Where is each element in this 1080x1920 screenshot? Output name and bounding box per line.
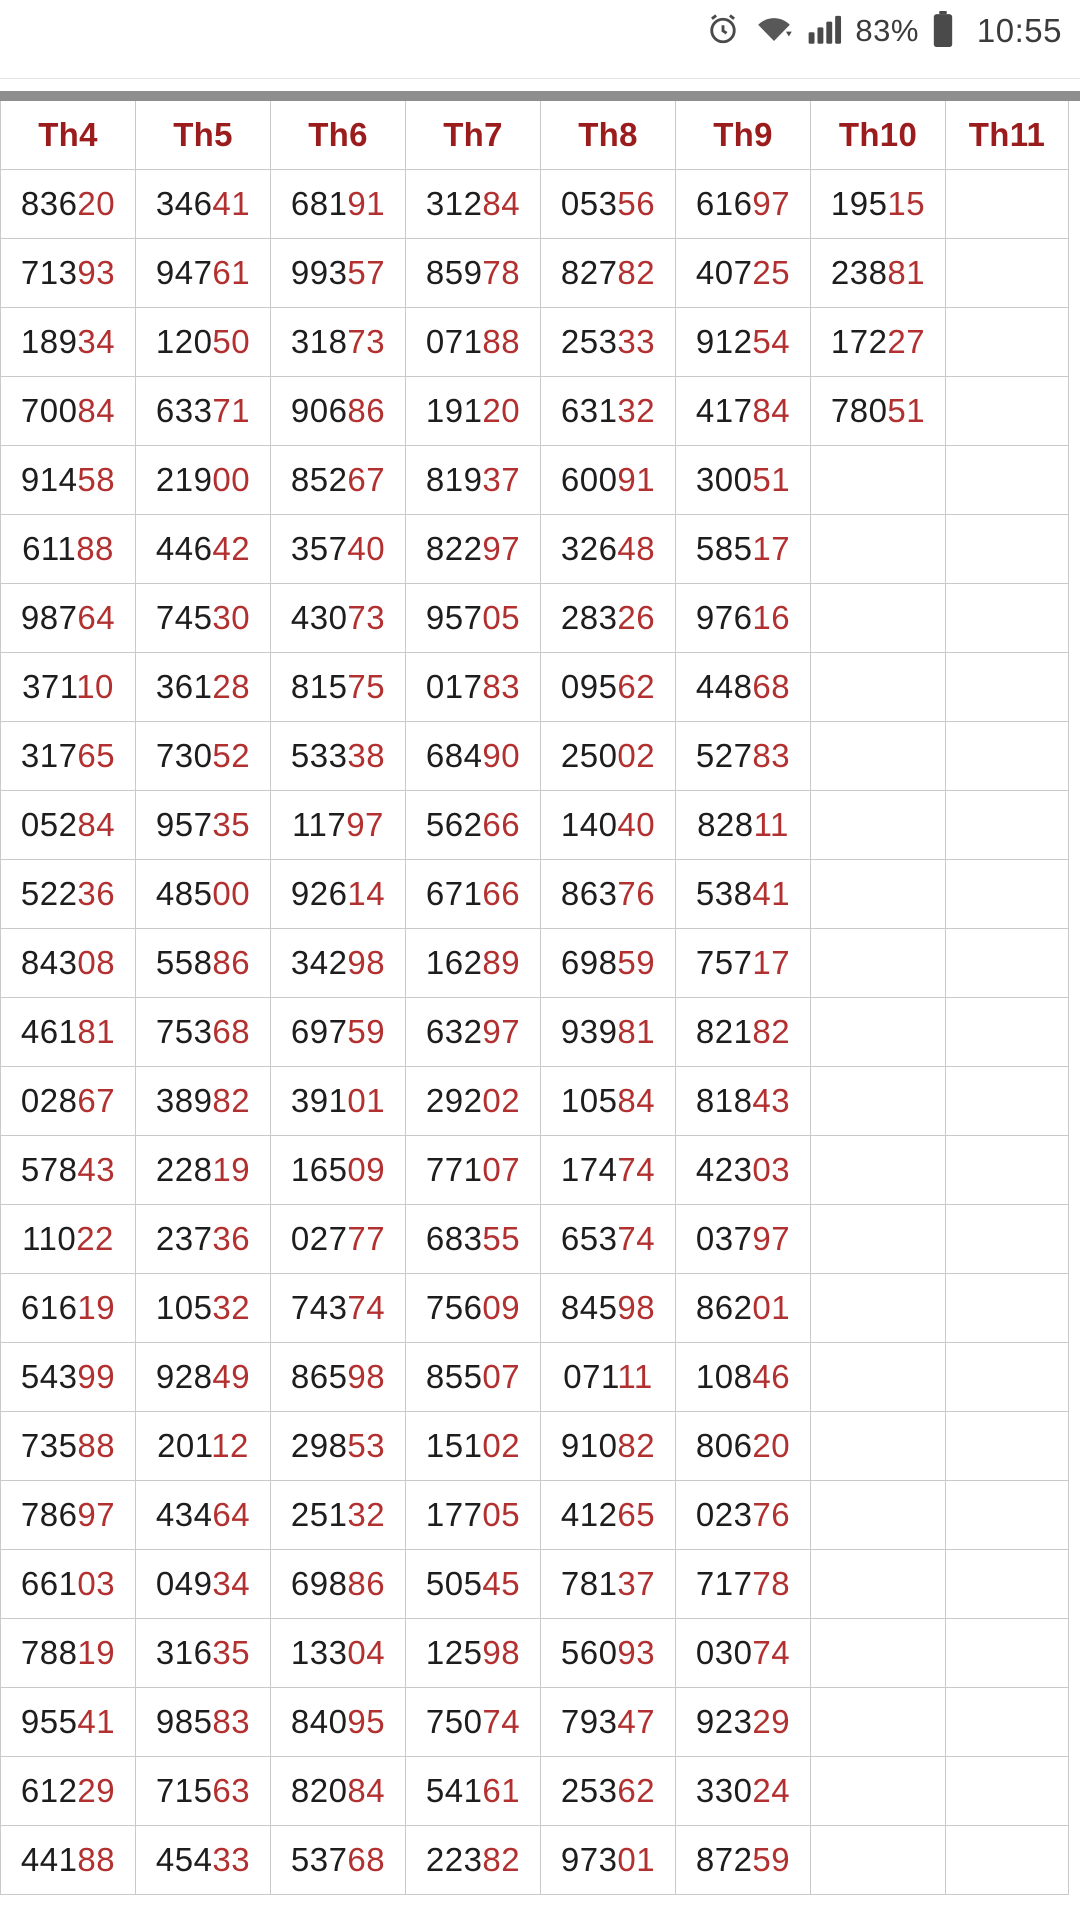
table-row (1, 1619, 1069, 1688)
table-cell[interactable]: 92849 (136, 1343, 271, 1412)
column-header-th11[interactable]: Th11 (946, 101, 1069, 170)
table-cell[interactable]: 81575 (271, 653, 406, 722)
table-cell[interactable]: 63132 (541, 377, 676, 446)
table-cell[interactable] (946, 1619, 1069, 1688)
table-cell[interactable]: 21900 (136, 446, 271, 515)
table-cell[interactable] (946, 1136, 1069, 1205)
table-cell[interactable]: 17705 (406, 1481, 541, 1550)
table-cell[interactable]: 50545 (406, 1550, 541, 1619)
table-cell[interactable]: 09562 (541, 653, 676, 722)
table-cell[interactable]: 16509 (271, 1136, 406, 1205)
table-row (1, 1205, 1069, 1274)
table-row (1, 377, 1069, 446)
table-row (1, 860, 1069, 929)
spreadsheet-scroll-area[interactable] (0, 101, 1080, 1895)
table-cell[interactable] (946, 653, 1069, 722)
table-cell[interactable]: 94761 (136, 239, 271, 308)
table-cell[interactable]: 91082 (541, 1412, 676, 1481)
table-cell[interactable]: 17227 (811, 308, 946, 377)
table-row (1, 1826, 1069, 1895)
table-cell[interactable] (811, 1619, 946, 1688)
table-row (1, 584, 1069, 653)
table-cell[interactable]: 74374 (271, 1274, 406, 1343)
table-cell[interactable]: 15102 (406, 1412, 541, 1481)
table-cell[interactable] (811, 1067, 946, 1136)
table-cell[interactable]: 82084 (271, 1757, 406, 1826)
table-cell[interactable]: 71778 (676, 1550, 811, 1619)
table-cell[interactable]: 29202 (406, 1067, 541, 1136)
table-row (1, 1343, 1069, 1412)
table-cell[interactable]: 10584 (541, 1067, 676, 1136)
column-header-th8[interactable]: Th8 (541, 101, 676, 170)
table-cell[interactable]: 68490 (406, 722, 541, 791)
table-cell[interactable]: 73052 (136, 722, 271, 791)
column-header-th9[interactable]: Th9 (676, 101, 811, 170)
table-cell[interactable]: 52783 (676, 722, 811, 791)
table-cell[interactable]: 44868 (676, 653, 811, 722)
table-cell[interactable]: 30051 (676, 446, 811, 515)
table-cell[interactable]: 82297 (406, 515, 541, 584)
wifi-icon (753, 11, 795, 52)
table-cell[interactable]: 91254 (676, 308, 811, 377)
column-header-th6[interactable]: Th6 (271, 101, 406, 170)
table-cell[interactable]: 75368 (136, 998, 271, 1067)
table-cell[interactable]: 32648 (541, 515, 676, 584)
table-cell[interactable]: 55886 (136, 929, 271, 998)
table-cell[interactable] (811, 722, 946, 791)
table-row (1, 653, 1069, 722)
table-cell[interactable]: 71393 (1, 239, 136, 308)
table-cell[interactable] (811, 860, 946, 929)
table-cell[interactable]: 85978 (406, 239, 541, 308)
table-cell[interactable]: 38982 (136, 1067, 271, 1136)
table-cell[interactable] (946, 929, 1069, 998)
table-cell[interactable] (946, 1343, 1069, 1412)
table-cell[interactable]: 54399 (1, 1343, 136, 1412)
table-row (1, 1481, 1069, 1550)
status-divider (0, 78, 1080, 79)
table-cell[interactable]: 46181 (1, 998, 136, 1067)
table-cell[interactable]: 91458 (1, 446, 136, 515)
app-toolbar-strip (0, 91, 1080, 101)
table-cell[interactable]: 61229 (1, 1757, 136, 1826)
table-cell[interactable] (811, 929, 946, 998)
table-cell[interactable]: 02777 (271, 1205, 406, 1274)
table-cell[interactable]: 31873 (271, 308, 406, 377)
table-cell[interactable]: 75609 (406, 1274, 541, 1343)
table-cell[interactable]: 20112 (136, 1412, 271, 1481)
table-cell[interactable]: 18934 (1, 308, 136, 377)
table-cell[interactable]: 11797 (271, 791, 406, 860)
table-cell[interactable]: 67166 (406, 860, 541, 929)
signal-icon (807, 12, 843, 51)
table-cell[interactable]: 84095 (271, 1688, 406, 1757)
table-cell[interactable]: 97301 (541, 1826, 676, 1895)
table-cell[interactable]: 69886 (271, 1550, 406, 1619)
table-cell[interactable]: 84598 (541, 1274, 676, 1343)
table-cell[interactable] (946, 998, 1069, 1067)
table-cell[interactable]: 19515 (811, 170, 946, 239)
table-cell[interactable] (811, 653, 946, 722)
table-cell[interactable]: 35740 (271, 515, 406, 584)
table-row (1, 1550, 1069, 1619)
table-cell[interactable]: 86201 (676, 1274, 811, 1343)
table-cell[interactable]: 45433 (136, 1826, 271, 1895)
table-cell[interactable]: 97616 (676, 584, 811, 653)
table-cell[interactable]: 82782 (541, 239, 676, 308)
table-cell[interactable]: 95705 (406, 584, 541, 653)
table-cell[interactable] (811, 1757, 946, 1826)
table-row (1, 1274, 1069, 1343)
data-table (0, 101, 1069, 1895)
battery-icon (931, 10, 955, 53)
table-cell[interactable]: 44642 (136, 515, 271, 584)
table-cell[interactable]: 12598 (406, 1619, 541, 1688)
table-cell[interactable]: 98764 (1, 584, 136, 653)
table-cell[interactable] (946, 308, 1069, 377)
table-cell[interactable]: 39101 (271, 1067, 406, 1136)
table-cell[interactable]: 71563 (136, 1757, 271, 1826)
table-cell[interactable]: 34641 (136, 170, 271, 239)
table-cell[interactable]: 93981 (541, 998, 676, 1067)
table-cell[interactable]: 86376 (541, 860, 676, 929)
table-cell[interactable]: 48500 (136, 860, 271, 929)
table-cell[interactable]: 63297 (406, 998, 541, 1067)
table-cell[interactable]: 13304 (271, 1619, 406, 1688)
table-cell[interactable]: 82811 (676, 791, 811, 860)
table-cell[interactable]: 78051 (811, 377, 946, 446)
table-cell[interactable]: 41784 (676, 377, 811, 446)
table-cell[interactable]: 74530 (136, 584, 271, 653)
table-cell[interactable]: 22819 (136, 1136, 271, 1205)
table-row (1, 239, 1069, 308)
table-cell[interactable]: 95541 (1, 1688, 136, 1757)
table-cell[interactable]: 86598 (271, 1343, 406, 1412)
table-cell[interactable]: 58517 (676, 515, 811, 584)
table-cell[interactable]: 85507 (406, 1343, 541, 1412)
table-cell[interactable]: 53768 (271, 1826, 406, 1895)
table-cell[interactable] (811, 515, 946, 584)
table-cell[interactable] (946, 584, 1069, 653)
table-cell[interactable] (946, 1205, 1069, 1274)
table-cell[interactable] (811, 998, 946, 1067)
table-cell[interactable]: 52236 (1, 860, 136, 929)
table-row (1, 1412, 1069, 1481)
table-cell[interactable]: 25002 (541, 722, 676, 791)
table-cell[interactable]: 07188 (406, 308, 541, 377)
table-cell[interactable] (946, 446, 1069, 515)
table-cell[interactable]: 78697 (1, 1481, 136, 1550)
table-cell[interactable]: 16289 (406, 929, 541, 998)
table-cell[interactable]: 05356 (541, 170, 676, 239)
table-cell[interactable] (811, 1688, 946, 1757)
table-cell[interactable] (811, 1481, 946, 1550)
table-row (1, 791, 1069, 860)
table-cell[interactable]: 36128 (136, 653, 271, 722)
table-cell[interactable] (811, 1343, 946, 1412)
table-cell[interactable]: 73588 (1, 1412, 136, 1481)
table-cell[interactable] (811, 1550, 946, 1619)
table-cell[interactable]: 61697 (676, 170, 811, 239)
table-cell[interactable]: 40725 (676, 239, 811, 308)
table-cell[interactable]: 53841 (676, 860, 811, 929)
table-cell[interactable] (946, 1481, 1069, 1550)
table-cell[interactable]: 02376 (676, 1481, 811, 1550)
table-cell[interactable]: 60091 (541, 446, 676, 515)
column-header-th7[interactable]: Th7 (406, 101, 541, 170)
table-cell[interactable] (946, 1757, 1069, 1826)
table-cell[interactable]: 92329 (676, 1688, 811, 1757)
table-cell[interactable]: 99357 (271, 239, 406, 308)
table-cell[interactable]: 77107 (406, 1136, 541, 1205)
table-cell[interactable]: 25132 (271, 1481, 406, 1550)
table-row (1, 308, 1069, 377)
table-row (1, 1136, 1069, 1205)
table-cell[interactable]: 37110 (1, 653, 136, 722)
table-cell[interactable] (946, 170, 1069, 239)
table-cell[interactable]: 87259 (676, 1826, 811, 1895)
table-cell[interactable]: 33024 (676, 1757, 811, 1826)
table-cell[interactable]: 83620 (1, 170, 136, 239)
table-cell[interactable]: 65374 (541, 1205, 676, 1274)
table-cell[interactable]: 10532 (136, 1274, 271, 1343)
table-cell[interactable]: 29853 (271, 1412, 406, 1481)
table-cell[interactable]: 61619 (1, 1274, 136, 1343)
table-cell[interactable]: 68355 (406, 1205, 541, 1274)
table-row (1, 1688, 1069, 1757)
table-cell[interactable] (946, 1688, 1069, 1757)
status-bar (0, 0, 1080, 62)
table-cell[interactable]: 81937 (406, 446, 541, 515)
table-cell[interactable] (811, 1412, 946, 1481)
table-cell[interactable] (946, 515, 1069, 584)
table-cell[interactable] (946, 239, 1069, 308)
column-header-th10[interactable]: Th10 (811, 101, 946, 170)
table-cell[interactable]: 17474 (541, 1136, 676, 1205)
table-cell[interactable]: 28326 (541, 584, 676, 653)
status-icon-group (705, 10, 1062, 53)
table-cell[interactable]: 11022 (1, 1205, 136, 1274)
table-cell[interactable]: 53338 (271, 722, 406, 791)
table-cell[interactable]: 98583 (136, 1688, 271, 1757)
table-cell[interactable]: 42303 (676, 1136, 811, 1205)
table-cell[interactable]: 41265 (541, 1481, 676, 1550)
table-cell[interactable]: 78137 (541, 1550, 676, 1619)
table-body (1, 170, 1069, 1895)
table-cell[interactable]: 23736 (136, 1205, 271, 1274)
table-cell[interactable]: 54161 (406, 1757, 541, 1826)
table-cell[interactable]: 85267 (271, 446, 406, 515)
status-clock: 10:55 (976, 12, 1062, 49)
table-cell[interactable]: 23881 (811, 239, 946, 308)
table-cell[interactable] (946, 722, 1069, 791)
table-cell[interactable]: 12050 (136, 308, 271, 377)
table-cell[interactable]: 25333 (541, 308, 676, 377)
table-cell[interactable]: 95735 (136, 791, 271, 860)
table-row (1, 1067, 1069, 1136)
table-cell[interactable]: 92614 (271, 860, 406, 929)
alarm-icon (705, 11, 741, 52)
table-cell[interactable] (946, 1067, 1069, 1136)
column-header-th4[interactable]: Th4 (1, 101, 136, 170)
table-cell[interactable] (946, 860, 1069, 929)
table-cell[interactable]: 34298 (271, 929, 406, 998)
table-row (1, 722, 1069, 791)
table-cell[interactable]: 57843 (1, 1136, 136, 1205)
table-cell[interactable]: 81843 (676, 1067, 811, 1136)
table-cell[interactable]: 05284 (1, 791, 136, 860)
table-cell[interactable]: 84308 (1, 929, 136, 998)
table-cell[interactable]: 07111 (541, 1343, 676, 1412)
table-cell[interactable] (811, 791, 946, 860)
table-cell[interactable]: 66103 (1, 1550, 136, 1619)
column-header-th5[interactable]: Th5 (136, 101, 271, 170)
table-cell[interactable]: 61188 (1, 515, 136, 584)
table-cell[interactable]: 80620 (676, 1412, 811, 1481)
table-cell[interactable]: 03074 (676, 1619, 811, 1688)
battery-percent-label: 83% (855, 13, 919, 48)
table-cell[interactable]: 22382 (406, 1826, 541, 1895)
table-cell[interactable]: 43073 (271, 584, 406, 653)
table-cell[interactable] (811, 1274, 946, 1343)
table-cell[interactable]: 56093 (541, 1619, 676, 1688)
table-cell[interactable]: 69859 (541, 929, 676, 998)
table-cell[interactable]: 69759 (271, 998, 406, 1067)
table-cell[interactable]: 43464 (136, 1481, 271, 1550)
table-cell[interactable]: 01783 (406, 653, 541, 722)
table-row (1, 515, 1069, 584)
table-cell[interactable] (811, 1136, 946, 1205)
table-cell[interactable]: 44188 (1, 1826, 136, 1895)
table-row (1, 1757, 1069, 1826)
table-cell[interactable] (946, 1826, 1069, 1895)
table-cell[interactable]: 31284 (406, 170, 541, 239)
table-row (1, 929, 1069, 998)
table-cell[interactable]: 68191 (271, 170, 406, 239)
table-row (1, 446, 1069, 515)
table-cell[interactable] (811, 584, 946, 653)
table-cell[interactable] (811, 1205, 946, 1274)
table-cell[interactable]: 82182 (676, 998, 811, 1067)
table-header-row (1, 101, 1069, 170)
table-cell[interactable]: 31765 (1, 722, 136, 791)
table-cell[interactable]: 78819 (1, 1619, 136, 1688)
table-cell[interactable]: 31635 (136, 1619, 271, 1688)
table-cell[interactable]: 70084 (1, 377, 136, 446)
table-cell[interactable]: 75717 (676, 929, 811, 998)
table-row (1, 998, 1069, 1067)
table-cell[interactable]: 14040 (541, 791, 676, 860)
table-cell[interactable] (946, 1550, 1069, 1619)
table-cell[interactable]: 75074 (406, 1688, 541, 1757)
table-cell[interactable] (946, 791, 1069, 860)
table-cell[interactable] (946, 377, 1069, 446)
table-cell[interactable]: 19120 (406, 377, 541, 446)
table-cell[interactable]: 79347 (541, 1688, 676, 1757)
table-cell[interactable]: 10846 (676, 1343, 811, 1412)
table-cell[interactable]: 90686 (271, 377, 406, 446)
table-cell[interactable] (946, 1412, 1069, 1481)
table-cell[interactable]: 04934 (136, 1550, 271, 1619)
table-cell[interactable]: 02867 (1, 1067, 136, 1136)
table-cell[interactable] (811, 446, 946, 515)
table-cell[interactable]: 03797 (676, 1205, 811, 1274)
table-cell[interactable] (811, 1826, 946, 1895)
table-cell[interactable] (946, 1274, 1069, 1343)
table-cell[interactable]: 25362 (541, 1757, 676, 1826)
table-cell[interactable]: 56266 (406, 791, 541, 860)
table-cell[interactable]: 63371 (136, 377, 271, 446)
table-row (1, 170, 1069, 239)
